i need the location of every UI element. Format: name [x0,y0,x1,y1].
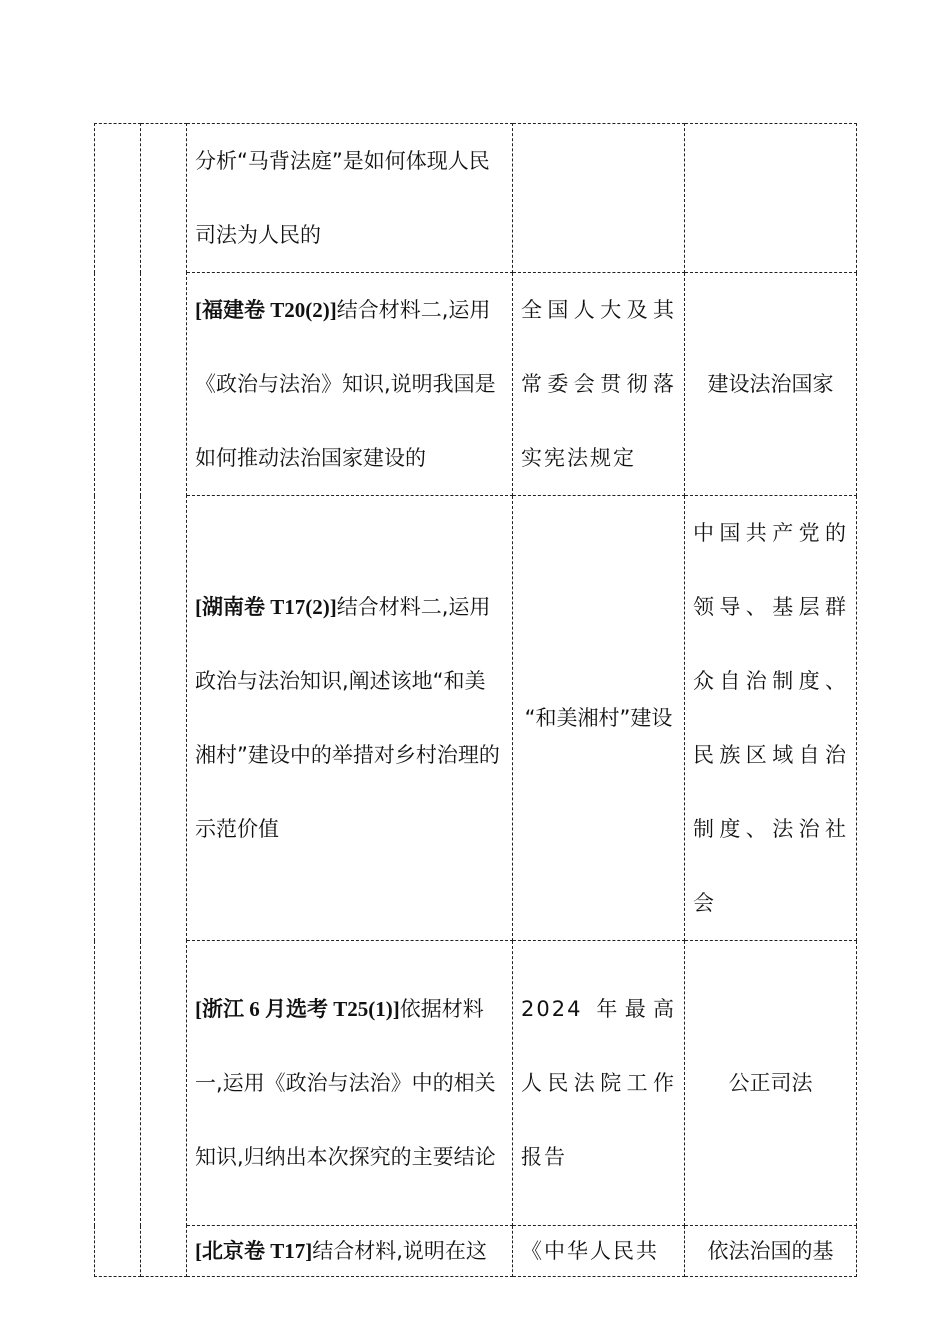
knowledge-cell [685,124,857,273]
scenario-cell [513,124,685,273]
source-label: [浙江 6 月选考 T25(1)] [195,997,400,1021]
question-text: 结合材料二,运用政治与法治知识,阐述该地“和美湘村”建设中的举措对乡村治理的示范价值 [195,595,500,841]
knowledge-cell [685,496,857,941]
question-text: 结合材料二,运用《政治与法治》知识,说明我国是如何推动法治国家建设的 [195,298,496,470]
table-row [95,941,857,1226]
question-cell [187,1226,513,1277]
knowledge-text: 公正司法 [728,1071,813,1095]
subcategory-cell [141,124,187,1277]
knowledge-cell [685,1226,857,1277]
knowledge-text: 建设法治国家 [707,372,834,396]
question-cell [187,124,513,273]
scenario-text: “和美湘村”建设 [524,706,673,730]
question-cell [187,941,513,1226]
knowledge-text: 依法治国的基 [707,1239,834,1263]
scenario-cell [513,1226,685,1277]
question-text: 分析“马背法庭”是如何体现人民司法为人民的 [195,149,490,247]
category-cell [95,124,141,1277]
question-text: 依据材料一,运用《政治与法治》中的相关知识,归纳出本次探究的主要结论 [195,997,496,1169]
table-row [95,273,857,496]
question-cell [187,496,513,941]
scenario-text: 2024 年最高人民法院工作报告 [521,997,676,1169]
table-row [95,124,857,273]
scenario-text: 全国人大及其常委会贯彻落实宪法规定 [521,298,676,470]
exam-table [94,123,857,1277]
source-label: [福建卷 T20(2)] [195,298,337,322]
knowledge-text: 中国共产党的领导、基层群众自治制度、民族区域自治制度、法治社会 [693,521,848,915]
knowledge-cell [685,273,857,496]
table-row [95,496,857,941]
scenario-text: 《中华人民共 [521,1239,659,1263]
scenario-cell [513,941,685,1226]
question-text: 结合材料,说明在这 [312,1239,487,1263]
question-cell [187,273,513,496]
scenario-cell [513,496,685,941]
source-label: [湖南卷 T17(2)] [195,595,337,619]
table-row [95,1226,857,1277]
scenario-cell [513,273,685,496]
source-label: [北京卷 T17] [195,1239,313,1263]
knowledge-cell [685,941,857,1226]
